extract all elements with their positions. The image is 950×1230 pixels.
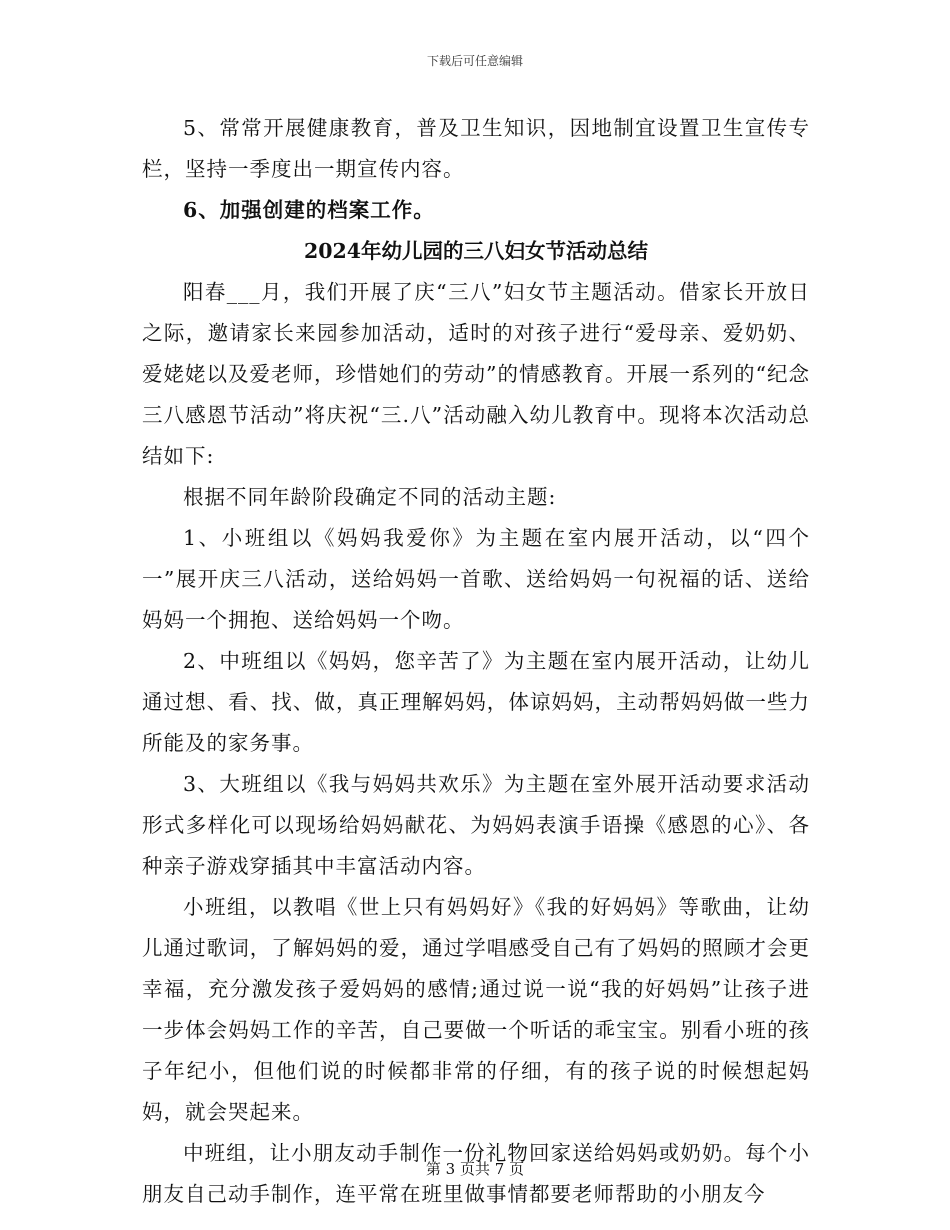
paragraph-item-5: 5、常常开展健康教育，普及卫生知识，因地制宜设置卫生宣传专栏，坚持一季度出一期宣传内容。 [142,116,810,181]
middle-class-summary-paragraph: 中班组，让小朋友动手制作一份礼物回家送给妈妈或奶奶。每个小朋友自己动手制作，连平常在班里做事情都要老师帮助的小朋友今 [142,1141,810,1206]
intro-paragraph: 阳春___月，我们开展了庆“三八”妇女节主题活动。借家长开放日之际，邀请家长来园参加活动，适时的对孩子进行“爱母亲、爱奶奶、爱姥姥以及爱老师，珍惜她们的劳动”的情感教育。开展一系列的“纪念三八感恩节活动”将庆祝“三.八”活动融入幼儿教育中。现将本次活动总结如下: [142,280,810,468]
document-title: 2024年幼儿园的三八妇女节活动总结 [303,239,649,263]
themes-lead-paragraph: 根据不同年龄阶段确定不同的活动主题: [183,485,557,509]
document-body [142,108,810,1215]
large-class-theme-paragraph: 3、大班组以《我与妈妈共欢乐》为主题在室外展开活动要求活动形式多样化可以现场给妈妈献花、为妈妈表演手语操《感恩的心》、各种亲子游戏穿插其中丰富活动内容。 [142,772,810,878]
small-class-summary-paragraph: 小班组，以教唱《世上只有妈妈好》《我的好妈妈》等歌曲，让幼儿通过歌词，了解妈妈的爱，通过学唱感受自己有了妈妈的照顾才会更幸福，充分激发孩子爱妈妈的感情;通过说一说“我的好妈妈”让孩子进一步体会妈妈工作的辛苦，自己要做一个听话的乖宝宝。别看小班的孩子年纪小，但他们说的时候都非常的仔细，有的孩子说的时候想起妈妈，就会哭起来。 [142,895,810,1124]
middle-class-theme-paragraph: 2、中班组以《妈妈，您辛苦了》为主题在室内展开活动，让幼儿通过想、看、找、做，真正理解妈妈，体谅妈妈，主动帮妈妈做一些力所能及的家务事。 [142,649,810,755]
page-header: 下载后可任意编辑 [426,54,523,68]
page-footer: 第 3 页共 7 页 [425,1160,525,1178]
paragraph-item-6: 6、加强创建的档案工作。 [183,198,435,222]
small-class-theme-paragraph: 1、小班组以《妈妈我爱你》为主题在室内展开活动，以“四个一”展开庆三八活动，送给妈妈一首歌、送给妈妈一句祝福的话、送给妈妈一个拥抱、送给妈妈一个吻。 [142,526,810,632]
